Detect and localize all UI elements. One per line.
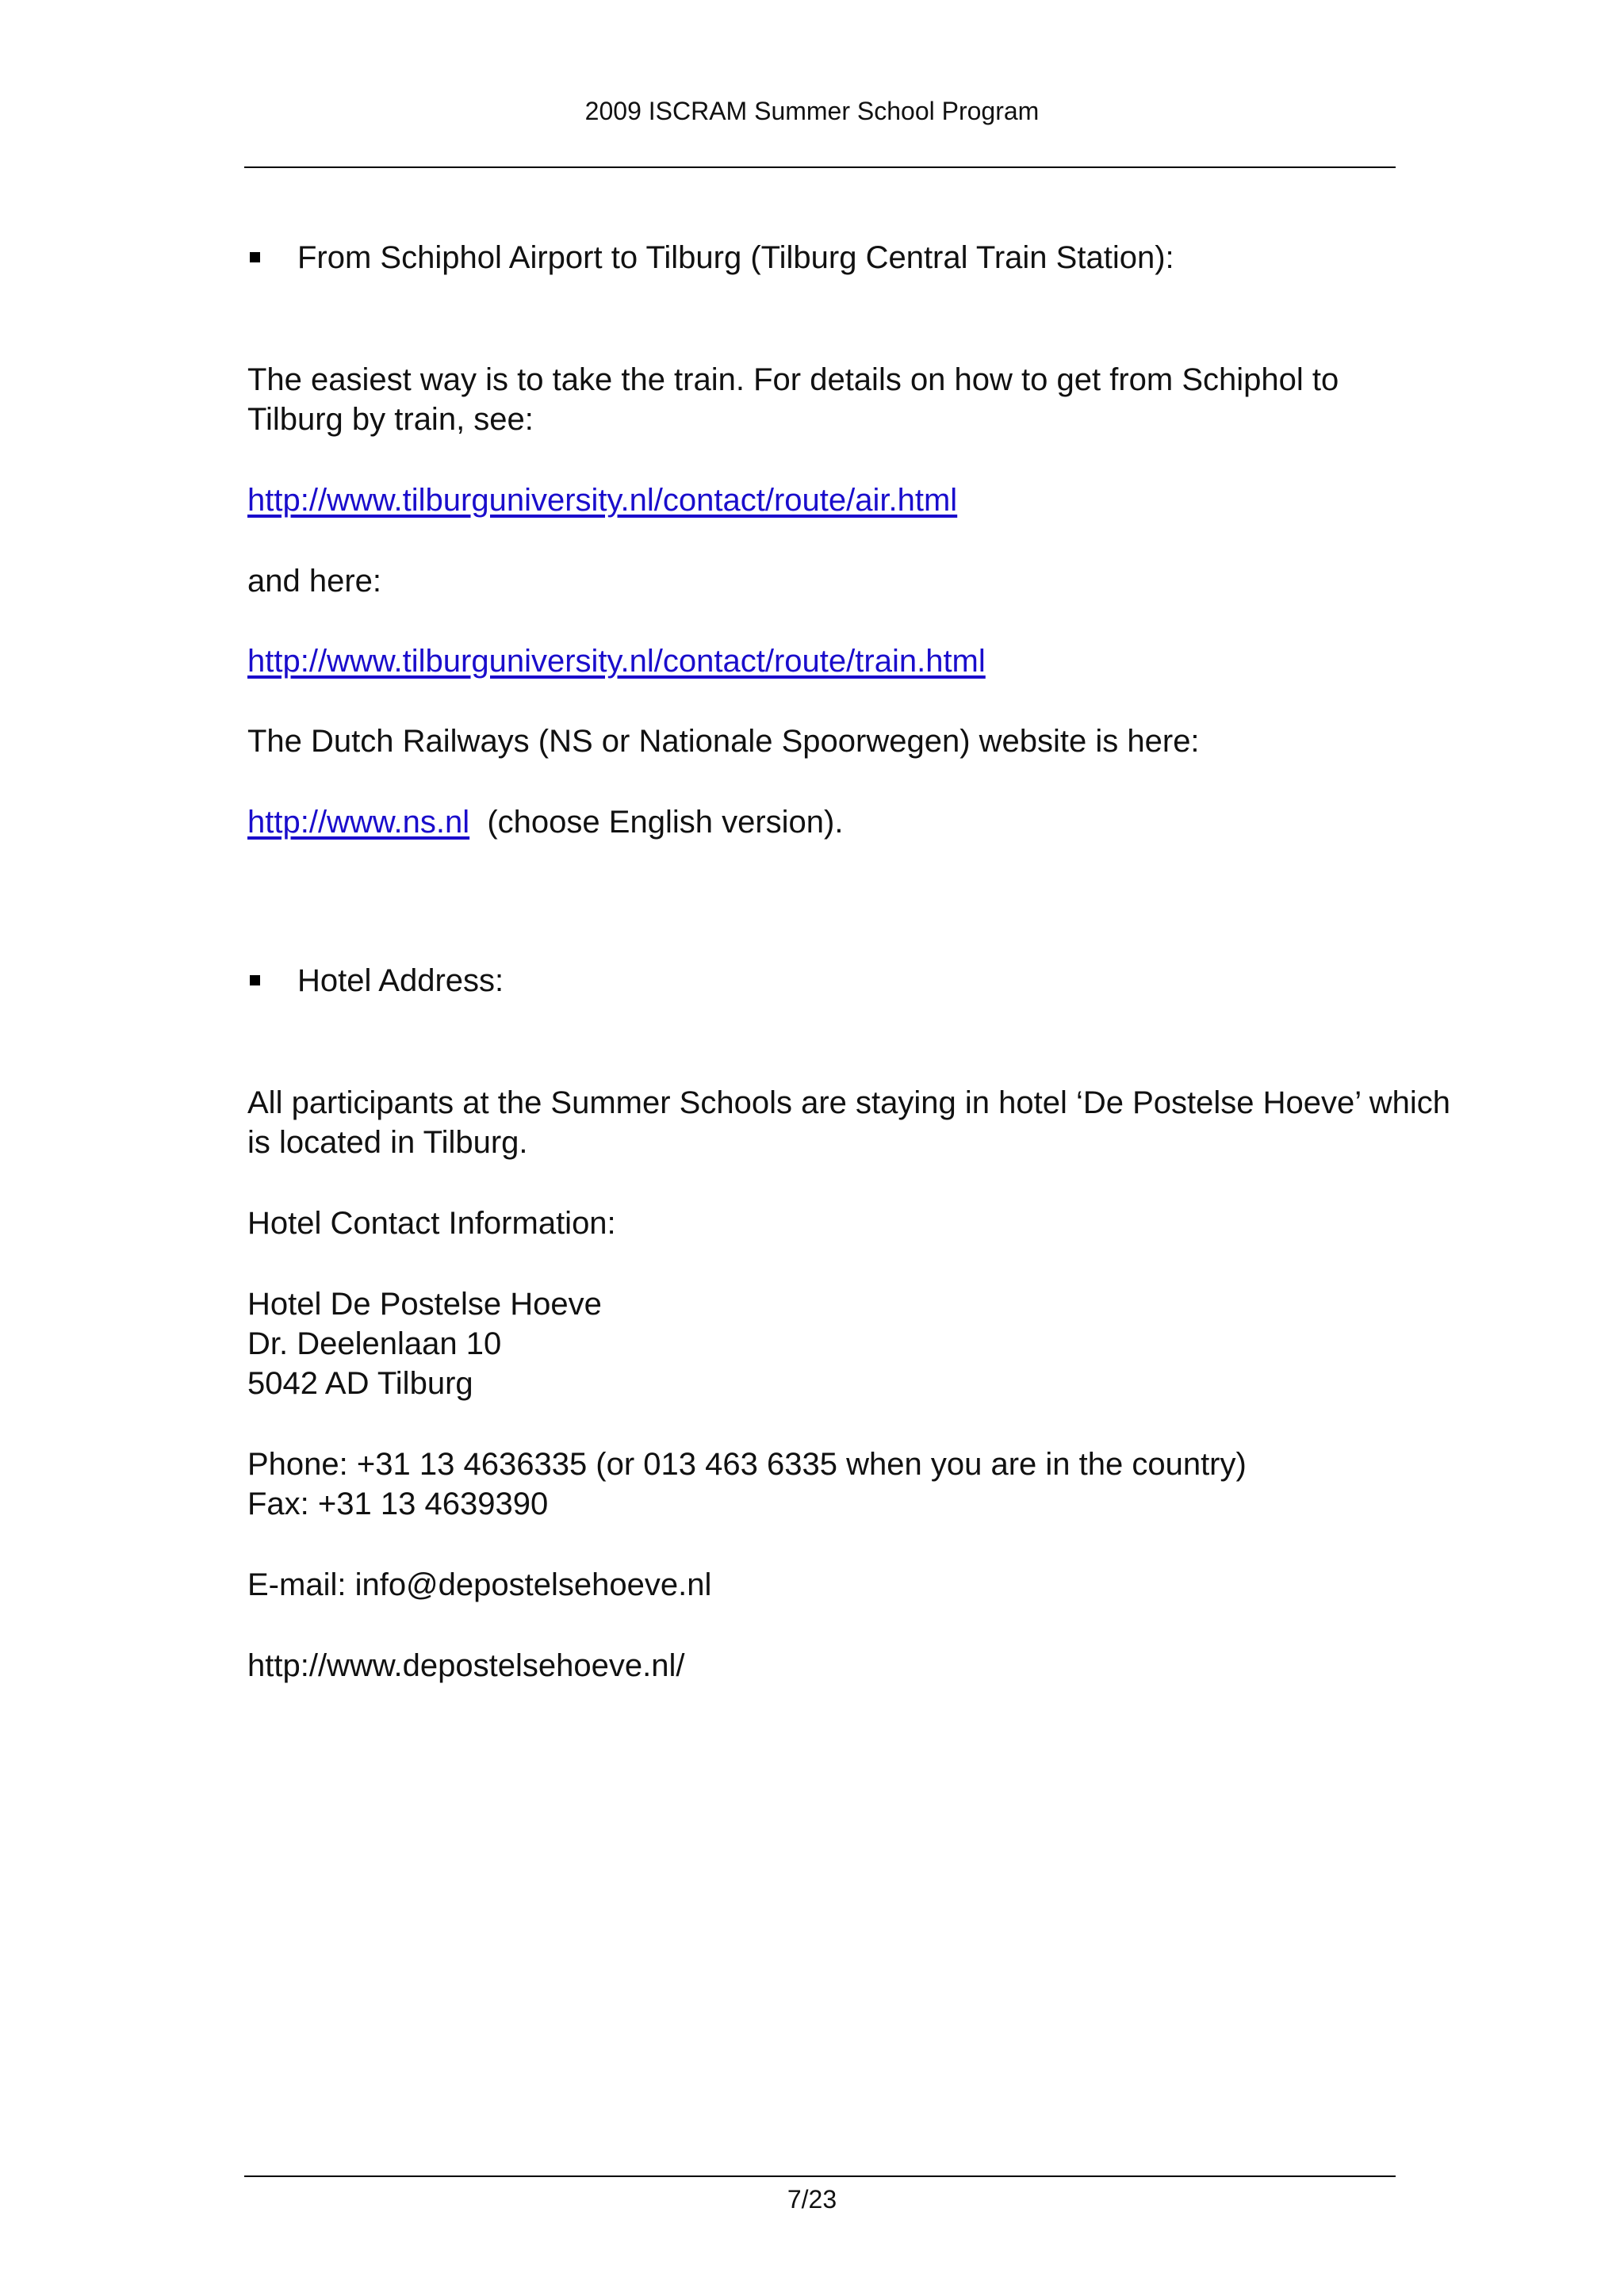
hotel-intro-line-2: is located in Tilburg.	[247, 1125, 528, 1160]
hotel-street: Dr. Deelenlaan 10	[247, 1326, 502, 1361]
footer-divider	[244, 2175, 1396, 2177]
bullet-icon	[250, 252, 260, 262]
hotel-intro-line-1: All participants at the Summer Schools are staying in hotel ‘De Postelse Hoeve’ which	[247, 1085, 1451, 1120]
ns-link-row	[247, 802, 843, 842]
hotel-email: E-mail: info@depostelsehoeve.nl	[247, 1567, 712, 1602]
link-train-route-row	[247, 641, 986, 681]
link-air-route[interactable]: http://www.tilburguniversity.nl/contact/route/air.html	[247, 483, 958, 518]
hotel-website: http://www.depostelsehoeve.nl/	[247, 1648, 685, 1683]
ns-website-text: The Dutch Railways (NS or Nationale Spoorwegen) website is here:	[247, 724, 1200, 759]
section-heading-airport: From Schiphol Airport to Tilburg (Tilburg Central Train Station):	[297, 240, 1174, 275]
link-train-route[interactable]: http://www.tilburguniversity.nl/contact/route/train.html	[247, 644, 986, 679]
header-divider	[244, 166, 1396, 168]
link-ns-website[interactable]: http://www.ns.nl	[247, 805, 470, 840]
and-here-text: and here:	[247, 564, 382, 599]
ns-link-suffix: (choose English version).	[487, 805, 844, 840]
bullet-icon	[250, 975, 260, 985]
airport-intro-line-1: The easiest way is to take the train. For details on how to get from Schiphol to	[247, 362, 1339, 397]
page-header-title: 2009 ISCRAM Summer School Program	[584, 97, 1040, 125]
hotel-name: Hotel De Postelse Hoeve	[247, 1287, 602, 1322]
hotel-city: 5042 AD Tilburg	[247, 1366, 473, 1401]
hotel-phone: Phone: +31 13 4636335 (or 013 463 6335 when you are in the country)	[247, 1447, 1247, 1482]
link-air-route-row	[247, 480, 957, 520]
airport-intro-line-2: Tilburg by train, see:	[247, 402, 534, 437]
section-heading-hotel: Hotel Address:	[297, 963, 504, 998]
hotel-contact-heading: Hotel Contact Information:	[247, 1206, 616, 1241]
hotel-fax: Fax: +31 13 4639390	[247, 1487, 549, 1521]
page-number: 7/23	[787, 2185, 837, 2214]
